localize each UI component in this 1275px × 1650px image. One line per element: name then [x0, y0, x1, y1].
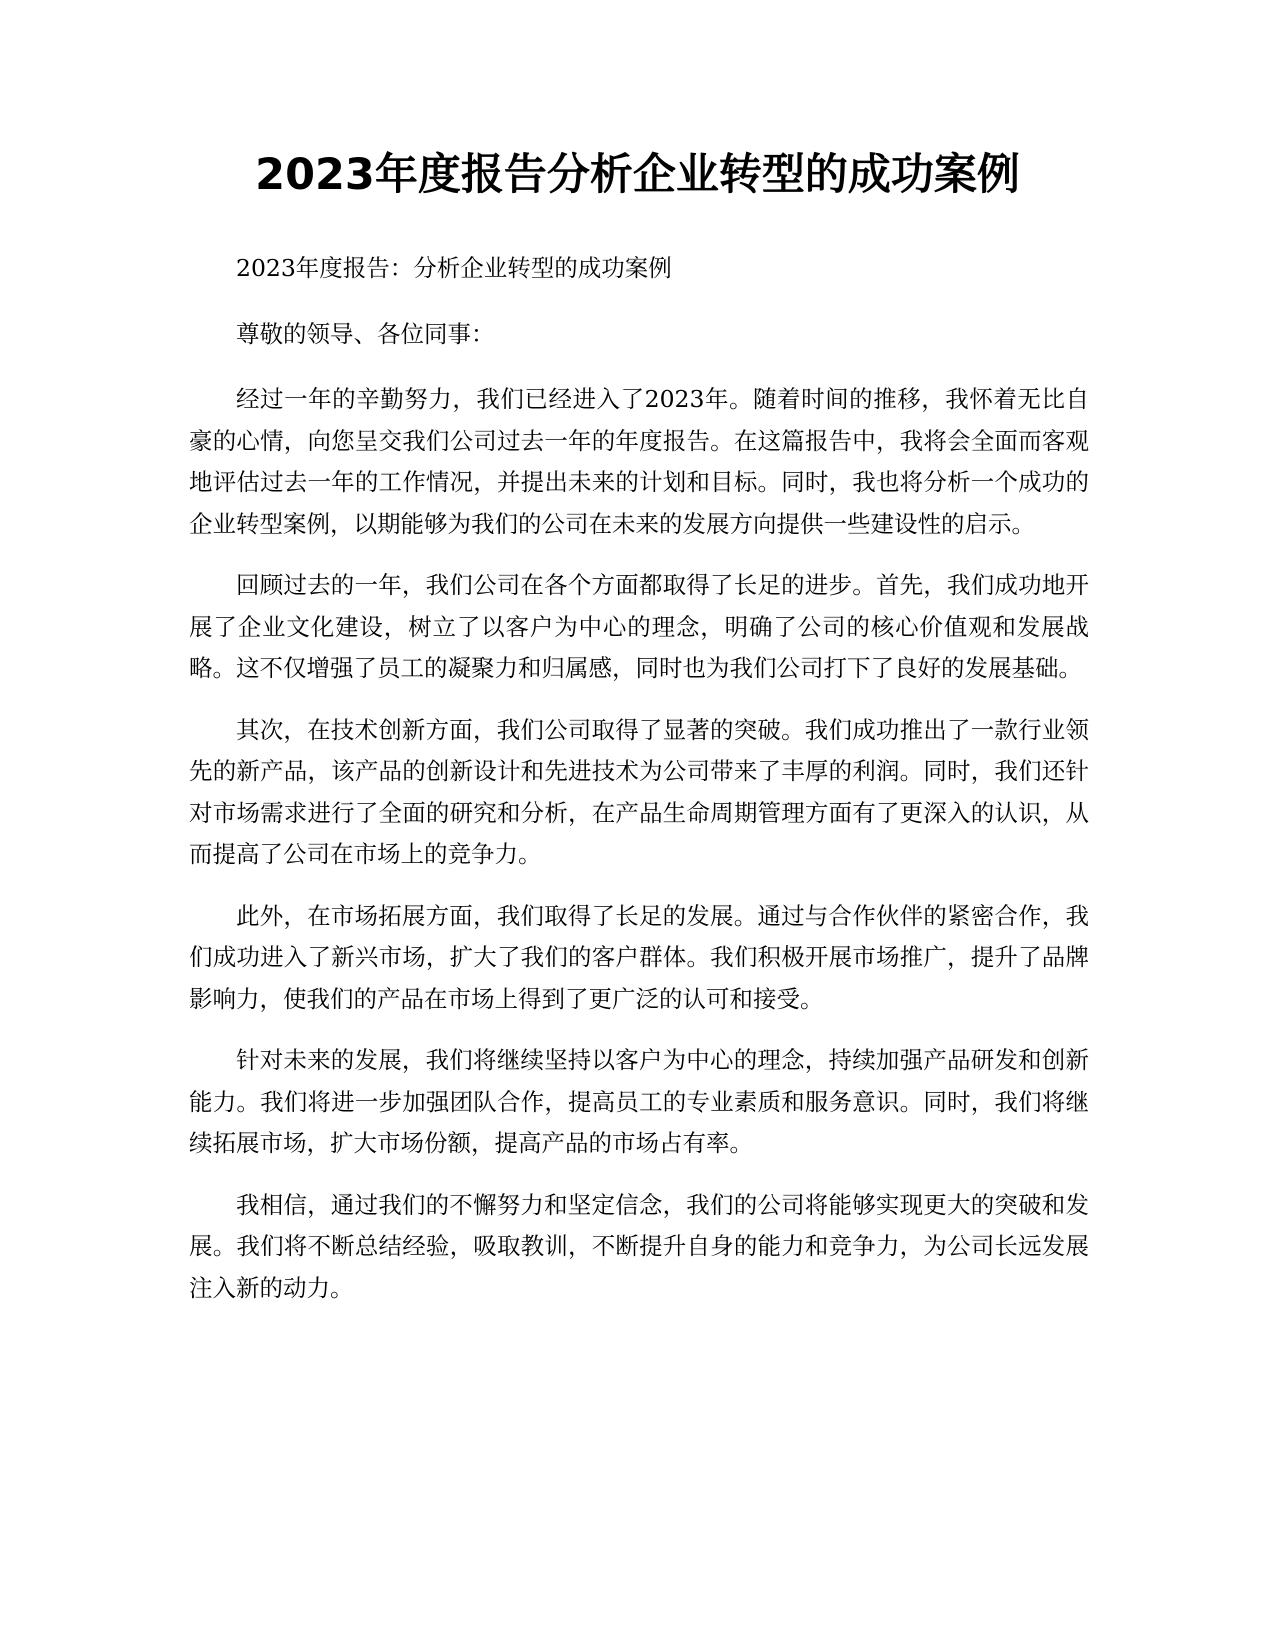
paragraph-intro: 经过一年的辛勤努力，我们已经进入了2023年。随着时间的推移，我怀着无比自豪的心情，向您呈交我们公司过去一年的年度报告。在这篇报告中，我将会全面而客观地评估过去一年的工作情况，并提出未来的计划和目标。同时，我也将分析一个成功的企业转型案例，以期能够为我们的公司在未来的发展方向提供一些建设性的启示。 [189, 385, 1089, 538]
document-body [189, 248, 1089, 1329]
paragraph-technology: 其次，在技术创新方面，我们公司取得了显著的突破。我们成功推出了一款行业领先的新产品，该产品的创新设计和先进技术为公司带来了丰厚的利润。同时，我们还针对市场需求进行了全面的研究和分析，在产品生命周期管理方面有了更深入的认识，从而提高了公司在市场上的竞争力。 [189, 715, 1089, 868]
paragraph-conclusion: 我相信，通过我们的不懈努力和坚定信念，我们的公司将能够实现更大的突破和发展。我们将不断总结经验，吸取教训，不断提升自身的能力和竞争力，为公司长远发展注入新的动力。 [189, 1190, 1089, 1302]
paragraph-review: 回顾过去的一年，我们公司在各个方面都取得了长足的进步。首先，我们成功地开展了企业文化建设，树立了以客户为中心的理念，明确了公司的核心价值观和发展战略。这不仅增强了员工的凝聚力和归属感，同时也为我们公司打下了良好的发展基础。 [189, 571, 1089, 682]
document-title: 2023年度报告分析企业转型的成功案例 [255, 150, 1020, 200]
report-subtitle: 2023年度报告：分析企业转型的成功案例 [236, 254, 672, 282]
salutation: 尊敬的领导、各位同事： [236, 319, 495, 348]
paragraph-future: 针对未来的发展，我们将继续坚持以客户为中心的理念，持续加强产品研发和创新能力。我们将进一步加强团队合作，提高员工的专业素质和服务意识。同时，我们将继续拓展市场，扩大市场份额，提高产品的市场占有率。 [189, 1046, 1089, 1157]
paragraph-market: 此外，在市场拓展方面，我们取得了长足的发展。通过与合作伙伴的紧密合作，我们成功进入了新兴市场，扩大了我们的客户群体。我们积极开展市场推广，提升了品牌影响力，使我们的产品在市场上得到了更广泛的认可和接受。 [189, 901, 1089, 1013]
